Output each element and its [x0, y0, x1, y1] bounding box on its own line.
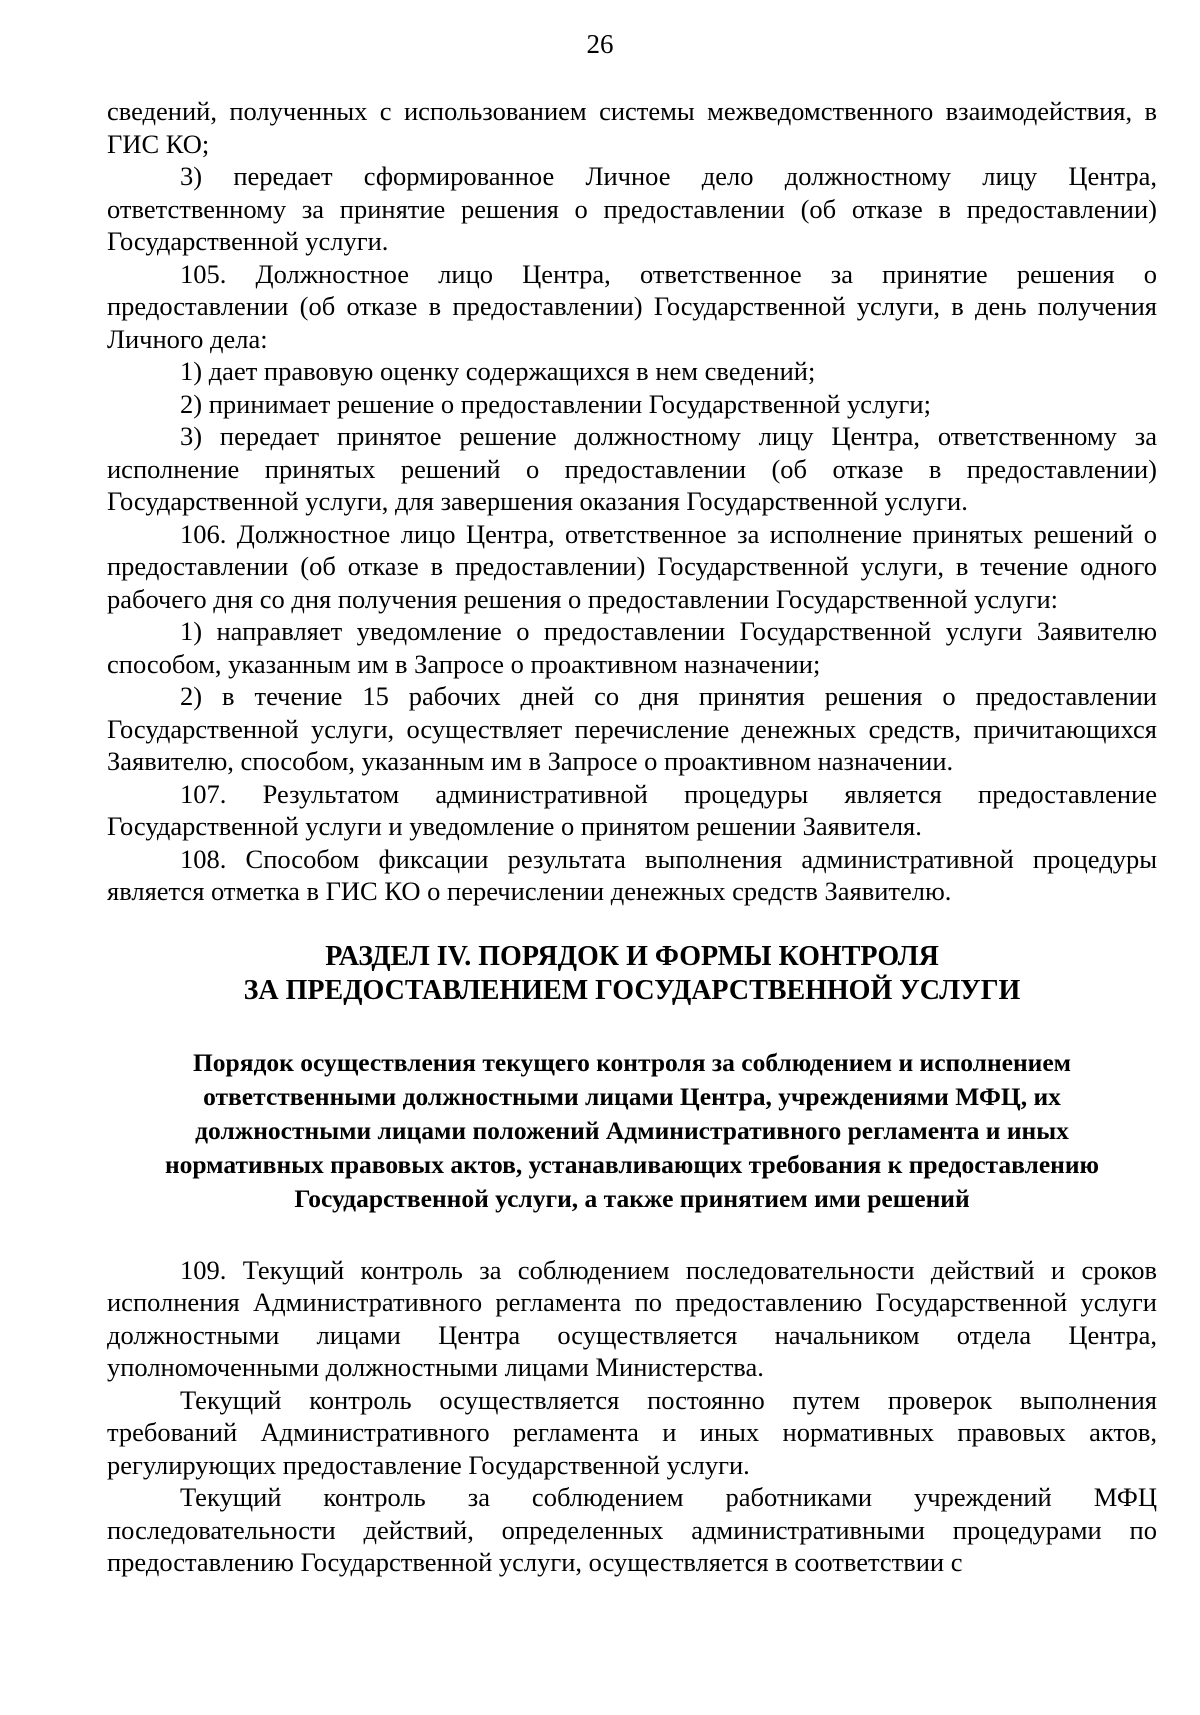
paragraph-107: 107. Результатом административной процедуры является предоставление Государственной услуги и уведомление о принятом решении Заявителя. [107, 778, 1157, 841]
section-body [107, 1254, 1157, 1579]
list-item: 1) дает правовую оценку содержащихся в нем сведений; [180, 356, 816, 386]
list-item: 1) направляет уведомление о предоставлении Государственной услуги Заявителю способом, указанным им в Запросе о проактивном назначении; [107, 616, 1157, 679]
paragraph: 3) передает сформированное Личное дело должностному лицу Центра, ответственному за принятие решения о предоставлении (об отказе в предоставлении) Государственной услуги. [107, 161, 1157, 256]
list-item: 2) принимает решение о предоставлении Государственной услуги; [180, 388, 931, 419]
paragraph-105: 105. Должностное лицо Центра, ответственное за принятие решения о предоставлении (об отказе в предоставлении) Государственной услуги, в день получения Личного дела: [107, 258, 1157, 354]
list-item: 3) передает принятое решение должностному лицу Центра, ответственному за исполнение принятых решений о предоставлении (об отказе в предоставлении) Государственной услуги, для завершения оказания Государственной услуги. [107, 421, 1157, 516]
paragraph-108: 108. Способом фиксации результата выполнения административной процедуры является отметка в ГИС КО о перечислении денежных средств Заявителю. [107, 843, 1157, 906]
list-item: 2) в течение 15 рабочих дней со дня принятия решения о предоставлении Государственной услуги, осуществляет перечисление денежных средств, причитающихся Заявителю, способом, указанным им в Запросе о проактивном назначении. [107, 681, 1157, 776]
subsection-heading: Порядок осуществления текущего контроля за соблюдением и исполнением ответственными должностными лицами Центра, учреждениями МФЦ, их должностными лицами положений Административного регламента и иных нормативных правовых актов, устанавливающих требования к предоставлению Государственной услуги, а также принятием ими решений [164, 1047, 1100, 1213]
paragraph-109: 109. Текущий контроль за соблюдением последовательности действий и сроков исполнения Административного регламента по предоставлению Государственной услуги должностными лицами Центра осуществляется начальником отдела Центра, уполномоченными должностными лицами Министерства. [107, 1254, 1157, 1382]
section-heading [107, 940, 1157, 1008]
paragraph-106: 106. Должностное лицо Центра, ответственное за исполнение принятых решений о предоставлении (об отказе в предоставлении) Государственной услуги, в течение одного рабочего дня со дня получения решения о предоставлении Государственной услуги: [107, 518, 1157, 614]
section-title-line2: ЗА ПРЕДОСТАВЛЕНИЕМ ГОСУДАРСТВЕННОЙ УСЛУГИ [243, 974, 1021, 1006]
paragraph: сведений, полученных с использованием системы межведомственного взаимодействия, в ГИС КО; [107, 96, 1157, 159]
paragraph: Текущий контроль за соблюдением работниками учреждений МФЦ последовательности действий, определенных административными процедурами по предоставлению Государственной услуги, осуществляется в соответствии с [107, 1482, 1157, 1577]
paragraph: Текущий контроль осуществляется постоянно путем проверок выполнения требований Административного регламента и иных нормативных правовых актов, регулирующих предоставление Государственной услуги. [107, 1384, 1157, 1480]
section-title-line1: РАЗДЕЛ IV. ПОРЯДОК И ФОРМЫ КОНТРОЛЯ [325, 940, 939, 972]
document-body [107, 95, 1157, 1579]
page-number: 26 [586, 29, 614, 59]
